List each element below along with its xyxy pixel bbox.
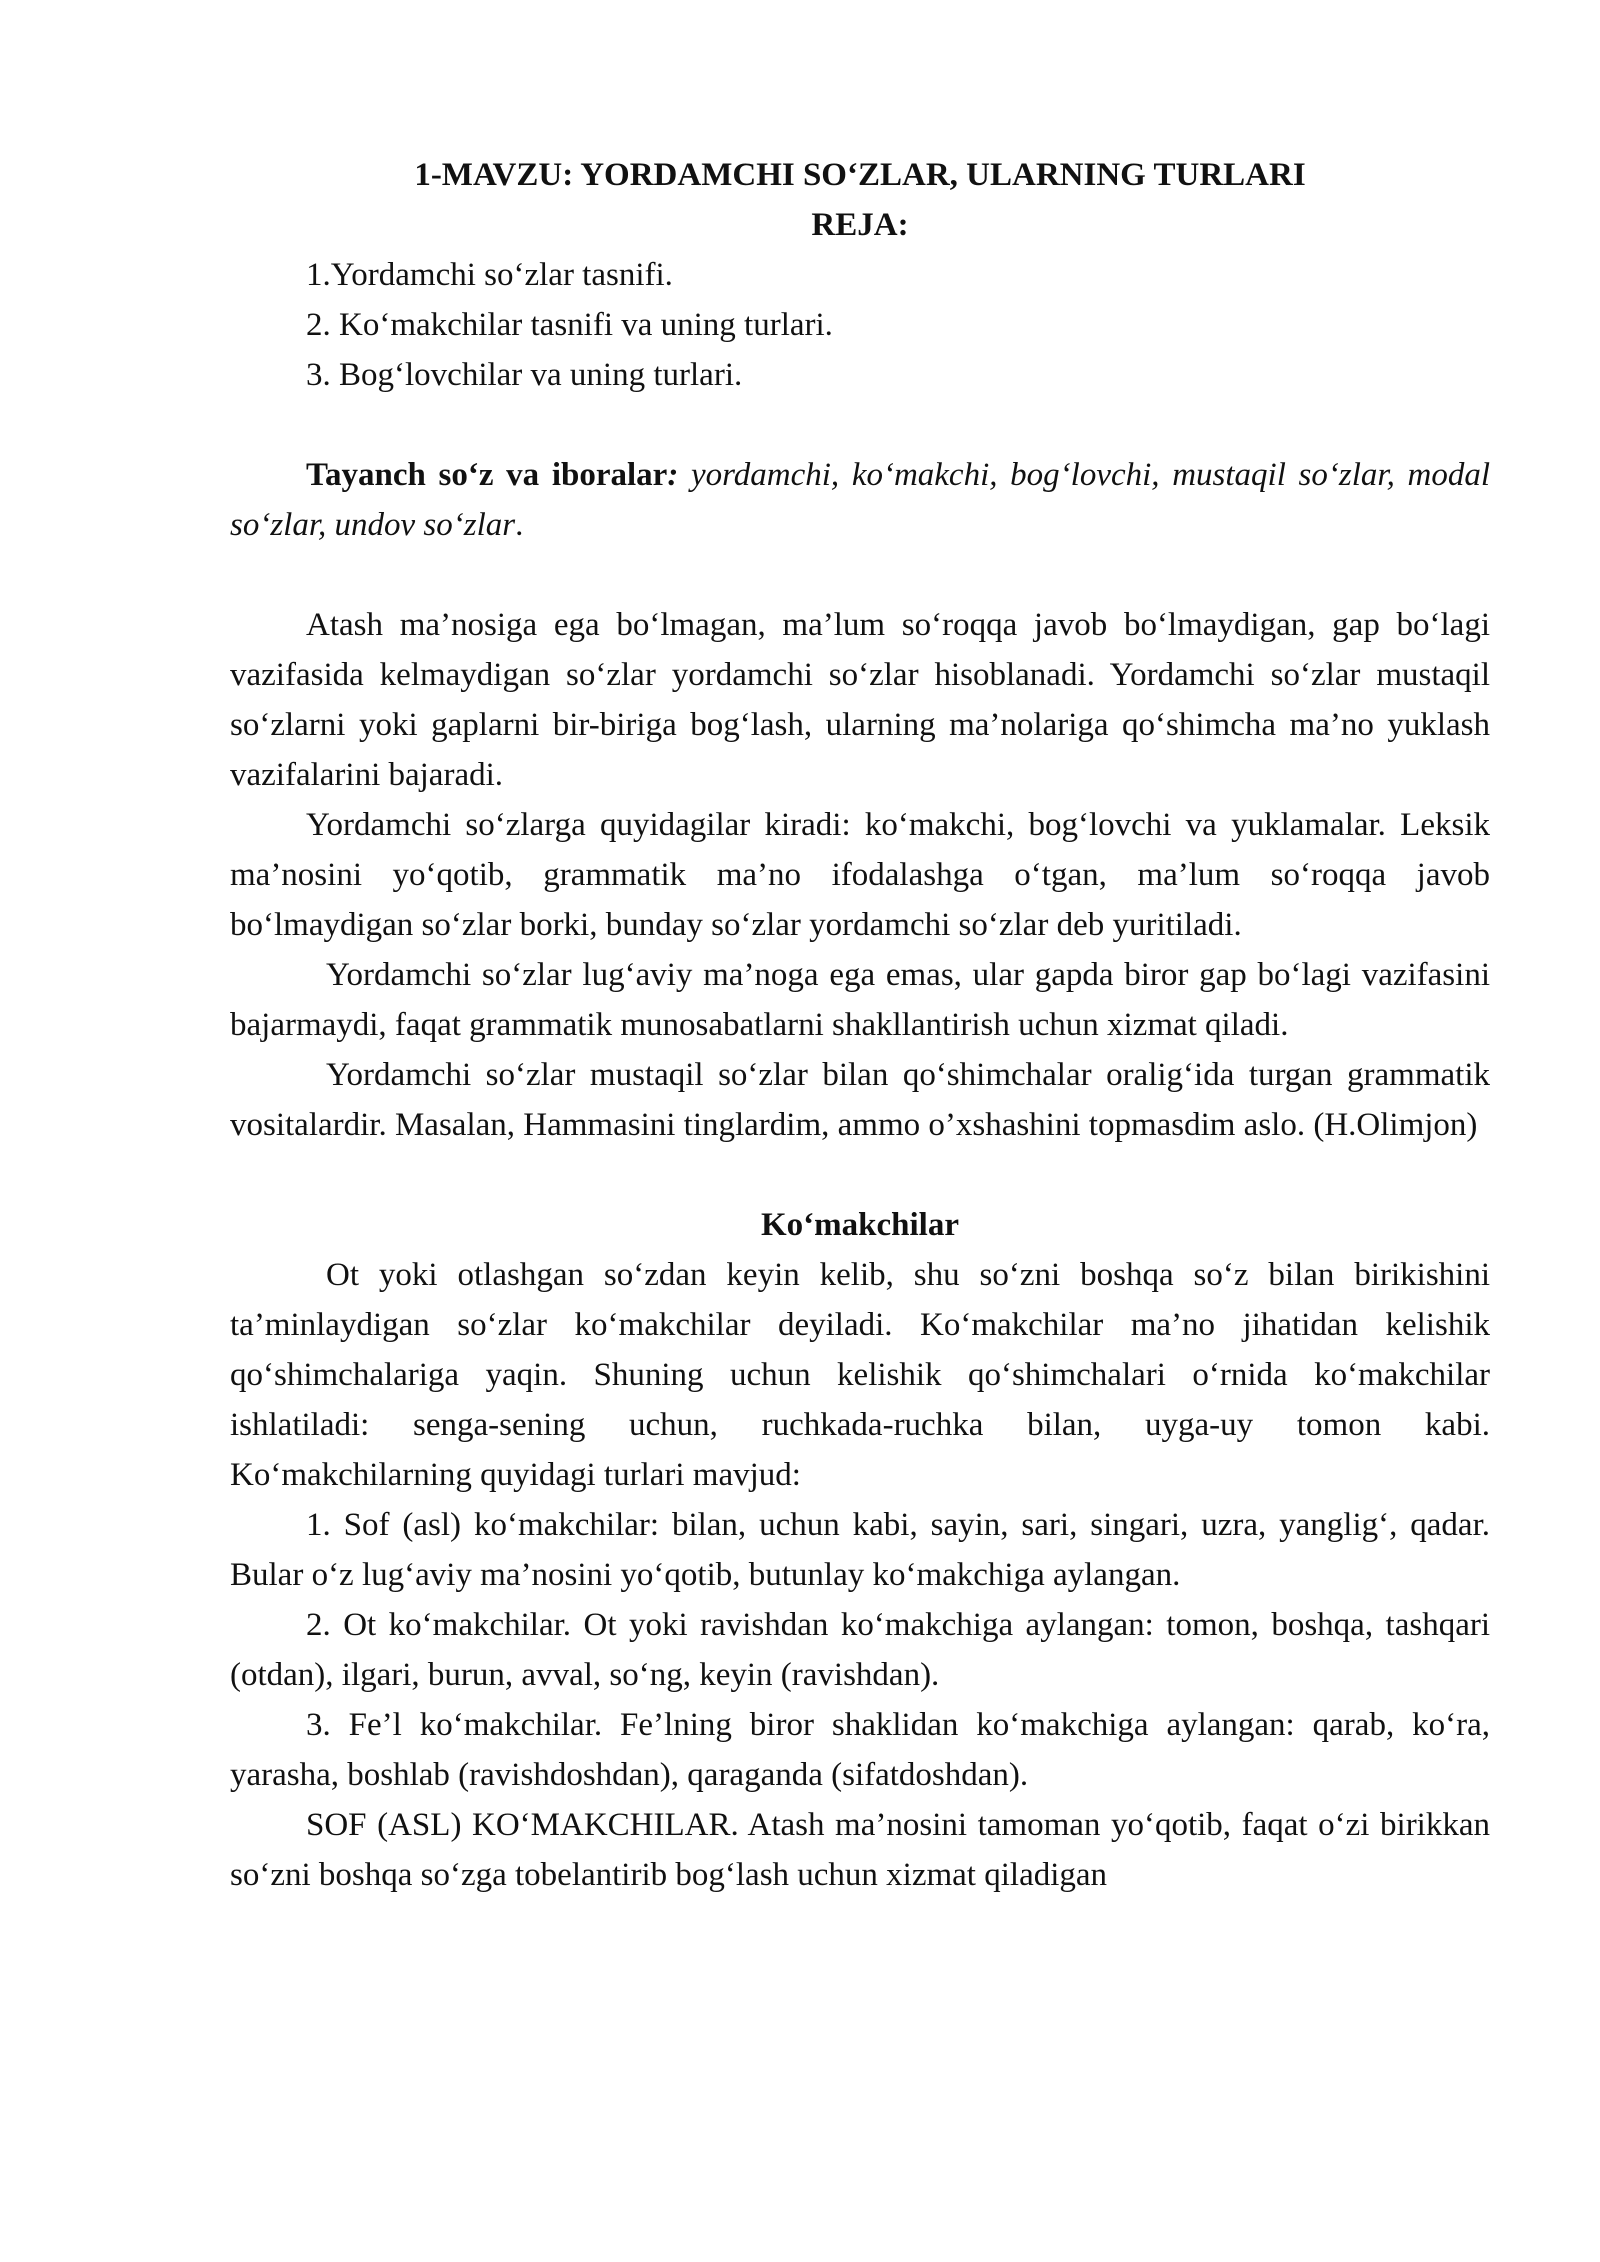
plan-item: 2. Ko‘makchilar tasnifi va uning turlari. (306, 307, 833, 343)
body-paragraph: SOF (ASL) KO‘MAKCHILAR. Atash ma’nosini tamoman yo‘qotib, faqat o‘zi birikkan so‘zni boshqa so‘zga tobelantirib bog‘lash uchun xizmat qiladigan (230, 1807, 1490, 1893)
list-paragraph: 2. Ot ko‘makchilar. Ot yoki ravishdan ko‘makchiga aylangan: tomon, boshqa, tashqari (otdan), ilgari, burun, avval, so‘ng, keyin (ravishdan). (230, 1607, 1490, 1693)
plan-list (230, 250, 1490, 400)
plan-item: 1.Yordamchi so‘zlar tasnifi. (306, 257, 673, 293)
keywords-label: Tayanch so‘z va iboralar (306, 457, 668, 493)
body-paragraph: Yordamchi so‘zlarga quyidagilar kiradi: ko‘makchi, bog‘lovchi va yuklamalar. Leksik ma’nosini yo‘qotib, grammatik ma’no ifodalashga o‘tgan, ma’lum so‘roqqa javob bo‘lmaydigan so‘zlar borki, bunday so‘zlar yordamchi so‘zlar deb yuritiladi. (230, 807, 1490, 943)
body-paragraph: Ot yoki otlashgan so‘zdan keyin kelib, shu so‘zni boshqa so‘z bilan birikishini ta’minlaydigan so‘zlar ko‘makchilar deyiladi. Ko‘makchilar ma’no jihatidan kelishik qo‘shimchalariga yaqin. Shuning uchun kelishik qo‘shimchalari o‘rnida ko‘makchilar ishlatiladi: senga-sening uchun, ruchkada-ruchka bilan, uyga-uy tomon kabi. Ko‘makchilarning quyidagi turlari mavjud: (230, 1257, 1490, 1493)
spacer (230, 550, 1490, 600)
list-paragraph: 1. Sof (asl) ko‘makchilar: bilan, uchun kabi, sayin, sari, singari, uzra, yanglig‘, qadar. Bular o‘z lug‘aviy ma’nosini yo‘qotib, butunlay ko‘makchiga aylangan. (230, 1507, 1490, 1593)
keywords-colon: : (667, 457, 679, 493)
section-heading: Ko‘makchilar (761, 1207, 959, 1243)
plan-item: 3. Bog‘lovchilar va uning turlari. (306, 357, 743, 393)
document-title: 1-MAVZU: YORDAMCHI SO‘ZLAR, ULARNING TURLARI (414, 157, 1306, 193)
plan-heading: REJA: (811, 207, 909, 243)
keywords-paragraph (230, 450, 1490, 550)
spacer (230, 400, 1490, 450)
list-paragraph: 3. Fe’l ko‘makchilar. Fe’lning biror shaklidan ko‘makchiga aylangan: qarab, ko‘ra, yarasha, boshlab (ravishdoshdan), qaraganda (sifatdoshdan). (230, 1707, 1490, 1793)
document-page (230, 150, 1490, 1900)
keywords-list: yordamchi, ko‘makchi, bog‘lovchi, mustaqil so‘zlar, modal so‘zlar, undov so‘zlar (230, 457, 1491, 543)
body-paragraph: Yordamchi so‘zlar mustaqil so‘zlar bilan qo‘shimchalar oralig‘ida turgan grammatik vositalardir. Masalan, Hammasini tinglardim, ammo o’xshashini topmasdim aslo. (H.Olimjon) (230, 1057, 1490, 1143)
spacer (230, 1150, 1490, 1200)
keywords-end: . (515, 507, 524, 543)
body-paragraph: Atash ma’nosiga ega bo‘lmagan, ma’lum so‘roqqa javob bo‘lmaydigan, gap bo‘lagi vazifasida kelmaydigan so‘zlar yordamchi so‘zlar hisoblanadi. Yordamchi so‘zlar mustaqil so‘zlarni yoki gaplarni bir-biriga bog‘lash, ularning ma’nolariga qo‘shimcha ma’no yuklash vazifalarini bajaradi. (230, 607, 1490, 793)
body-paragraph: Yordamchi so‘zlar lug‘aviy ma’noga ega emas, ular gapda biror gap bo‘lagi vazifasini bajarmaydi, faqat grammatik munosabatlarni shakllantirish uchun xizmat qiladi. (230, 957, 1490, 1043)
